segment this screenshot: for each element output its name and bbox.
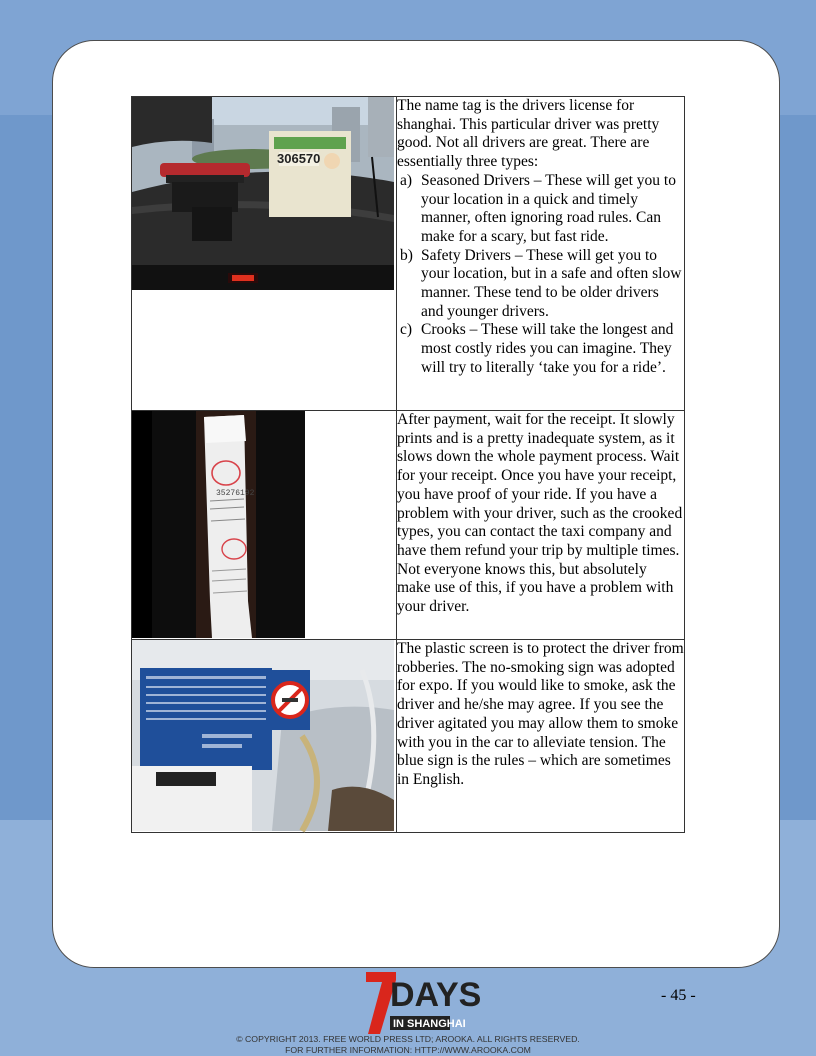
copyright-link-line[interactable]: FOR FURTHER INFORMATION: HTTP://WWW.AROOKA.COM — [285, 1045, 531, 1055]
background-band-left — [0, 115, 60, 820]
receipt-photo — [132, 411, 305, 638]
receipt-number: 35276192 — [216, 489, 255, 498]
logo-days-text: DAYS — [390, 976, 482, 1014]
page-number: - 45 - — [661, 987, 696, 1004]
receipt-paragraph: After payment, wait for the receipt. It slowly prints and is a pretty inadequate system, as it slows down the whole payment process. Wait for your receipt. Once you have your receipt, you have proof of your ride. If you have a problem with your driver, such as the crooked types, you can contact the taxi company and have them refund your trip by multiple times. Not everyone knows this, but absolutely make use of this, if you have a problem with your driver. — [397, 411, 683, 616]
text-cell — [397, 411, 685, 640]
taxi-guide-table — [131, 96, 685, 833]
list-item-text: Crooks – These will take the longest and most costly rides you can imagine. They will try to literally ‘take you for a ride’. — [421, 321, 674, 376]
text-cell — [397, 640, 685, 833]
driver-types-list — [397, 172, 684, 378]
taxi-dashboard-photo — [132, 97, 394, 290]
image-cell — [132, 411, 397, 640]
license-number: 306570 — [277, 151, 321, 166]
logo-place-text: IN SHANGHAI — [393, 1018, 466, 1030]
7days-in-shanghai-logo — [364, 972, 482, 1034]
text-cell — [397, 97, 685, 411]
copyright-line: © COPYRIGHT 2013. FREE WORLD PRESS LTD; AROOKA. ALL RIGHTS RESERVED. — [236, 1034, 580, 1044]
list-item — [400, 246, 684, 322]
list-marker: c) — [400, 321, 413, 339]
plastic-screen-photo — [132, 640, 394, 831]
driver-types-intro: The name tag is the drivers license for shanghai. This particular driver was pretty good. Not all drivers are great. There are essentially three types: — [397, 97, 660, 171]
list-item-text: Seasoned Drivers – These will get you to your location in a quick and timely manner, often ignoring road rules. Can make for a scary, but fast ride. — [421, 171, 676, 245]
list-item-text: Safety Drivers – These will get you to your location, but in a safe and often slow manner. These tend to be older drivers and younger drivers. — [421, 246, 682, 320]
list-marker: a) — [400, 171, 413, 189]
copyright-notice — [0, 1034, 816, 1056]
table-row — [132, 97, 685, 411]
image-cell — [132, 97, 397, 411]
list-item — [400, 321, 684, 377]
screen-paragraph: The plastic screen is to protect the driver from robberies. The no-smoking sign was adopted for expo. If you would like to smoke, ask the driver and he/she may agree. If you see the driver agitated you may allow them to smoke with you in the car to alleviate tension. The blue sign is the rules – which are sometimes in English. — [397, 640, 684, 788]
list-marker: b) — [400, 246, 413, 264]
table-row — [132, 640, 685, 833]
image-cell — [132, 640, 397, 833]
list-item — [400, 171, 684, 247]
table-row — [132, 411, 685, 640]
